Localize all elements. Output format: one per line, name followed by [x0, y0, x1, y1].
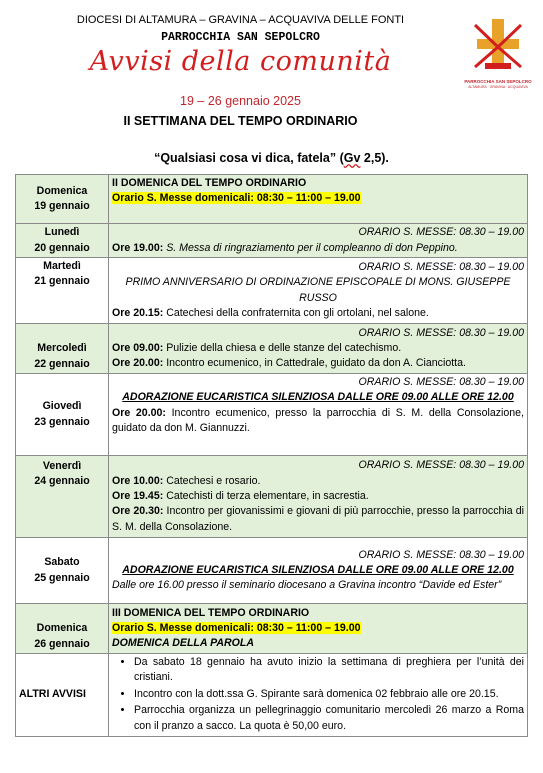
- day-events: [109, 374, 528, 456]
- event-text: Catechisti di terza elementare, in sacrestia.: [163, 489, 369, 502]
- day-cell: [16, 538, 109, 604]
- adoration-notice: ADORAZIONE EUCARISTICA SILENZIOSA DALLE ORE 09.00 ALLE ORE 12.00: [122, 563, 514, 576]
- other-notices-list: [109, 654, 528, 737]
- special-day: DOMENICA DELLA PAROLA: [112, 637, 255, 650]
- mass-schedule: ORARIO S. MESSE: 08.30 – 19.00: [358, 226, 524, 239]
- day-date: 24 gennaio: [34, 475, 90, 488]
- day-cell: [16, 258, 109, 324]
- mass-schedule: ORARIO S. MESSE: 08.30 – 19.00: [358, 376, 524, 389]
- anniversary-notice: PRIMO ANNIVERSARIO DI ORDINAZIONE EPISCOPALE DI MONS. GIUSEPPE RUSSO: [125, 276, 511, 304]
- day-date: 22 gennaio: [34, 357, 90, 370]
- day-date: 23 gennaio: [34, 415, 90, 428]
- day-events: [109, 538, 528, 604]
- event-text: Incontro per giovanissimi e giovani di più parrocchie, presso la parrocchia di S. M. della Consolazione.: [112, 505, 524, 533]
- event-time: Ore 20.15:: [112, 306, 164, 319]
- event-time: Ore 20.00:: [112, 357, 164, 370]
- day-cell: [16, 224, 109, 258]
- day-cell: [16, 374, 109, 456]
- week-dates: 19 – 26 gennaio 2025: [180, 94, 301, 108]
- mass-schedule: ORARIO S. MESSE: 08.30 – 19.00: [358, 459, 524, 472]
- event-time: Ore 09.00:: [112, 341, 164, 354]
- quote-reference: Gv: [343, 151, 361, 165]
- day-date: 20 gennaio: [34, 241, 90, 254]
- liturgical-heading: III DOMENICA DEL TEMPO ORDINARIO: [112, 606, 310, 619]
- row-mercoledi: [16, 324, 528, 374]
- mass-schedule: ORARIO S. MESSE: 08.30 – 19.00: [358, 326, 524, 339]
- row-venerdi: [16, 456, 528, 538]
- quote-end: 2,5).: [360, 151, 389, 165]
- row-martedi: [16, 258, 528, 324]
- sunday-mass-times: Orario S. Messe domenicali: 08:30 – 11:00 – 19.00: [112, 192, 361, 205]
- event-text: Incontro ecumenico, presso la parrocchia di S. M. della Consolazione, guidato da don M. Giannuzzi.: [112, 406, 524, 435]
- day-name: Giovedì: [42, 400, 82, 413]
- quote-text: “Qualsiasi cosa vi dica, fatela” (: [154, 151, 344, 165]
- day-events: [109, 224, 528, 258]
- row-domenica-19: [16, 175, 528, 224]
- notice-item: • Da sabato 18 gennaio ha avuto inizio la settimana di preghiera per l’unità dei cristiani.: [134, 655, 524, 686]
- day-date: 21 gennaio: [34, 275, 90, 288]
- day-date: 19 gennaio: [34, 200, 90, 213]
- row-lunedi: [16, 224, 528, 258]
- day-cell: [16, 456, 109, 538]
- mass-schedule: ORARIO S. MESSE: 08.30 – 19.00: [358, 548, 524, 561]
- day-cell: [16, 324, 109, 374]
- sunday-mass-times: Orario S. Messe domenicali: 08:30 – 11:00 – 19.00: [112, 621, 361, 634]
- schedule-table: [15, 174, 528, 737]
- row-giovedi: [16, 374, 528, 456]
- day-name: Lunedì: [44, 226, 80, 239]
- parish-name: PARROCCHIA SAN SEPOLCRO: [161, 31, 320, 44]
- row-sabato: [16, 538, 528, 604]
- day-name: Domenica: [36, 184, 88, 197]
- notice-item: • Parrocchia organizza un pellegrinaggio comunitario mercoledì 26 marzo a Roma con il pranzo a sacco. La quota è 50,00 euro.: [134, 703, 524, 734]
- event-text: Catechesi della confraternita con gli ortolani, nel salone.: [163, 306, 429, 319]
- other-notices-label: ALTRI AVVISI: [16, 654, 109, 737]
- parish-logo: [464, 17, 532, 93]
- event-text: Catechesi e rosario.: [163, 474, 261, 487]
- day-name: Sabato: [44, 556, 80, 569]
- event-time: Ore 19.00:: [112, 241, 164, 254]
- day-date: 25 gennaio: [34, 571, 90, 584]
- event-text: S. Messa di ringraziamento per il compleanno di don Peppino.: [163, 241, 458, 254]
- notice-item: • Incontro con la dott.ssa G. Spirante sarà domenica 02 febbraio alle ore 20.15.: [134, 687, 524, 702]
- event-time: Ore 19.45:: [112, 489, 164, 502]
- mass-schedule: ORARIO S. MESSE: 08.30 – 19.00: [358, 260, 524, 273]
- diocese-header: DIOCESI DI ALTAMURA – GRAVINA – ACQUAVIVA DELLE FONTI: [76, 14, 405, 26]
- event-time: Ore 20.30:: [112, 505, 164, 518]
- page-title: Avvisi della comunità: [89, 46, 392, 77]
- day-cell: [16, 175, 109, 224]
- week-title: II SETTIMANA DEL TEMPO ORDINARIO: [123, 114, 358, 128]
- event-time: Ore 20.00:: [112, 406, 166, 419]
- day-date: 26 gennaio: [34, 637, 90, 650]
- day-events: [109, 604, 528, 654]
- day-name: Venerdì: [42, 460, 82, 473]
- day-name: Mercoledì: [37, 342, 87, 355]
- day-name: Domenica: [36, 622, 88, 635]
- row-domenica-26: [16, 604, 528, 654]
- logo-subcaption: ALTAMURA · GRAVINA · ACQUAVIVA: [468, 85, 528, 89]
- event-text: Pulizie della chiesa e delle stanze del catechismo.: [163, 341, 402, 354]
- event-time: Ore 10.00:: [112, 474, 164, 487]
- day-cell: [16, 604, 109, 654]
- day-events: [109, 324, 528, 374]
- event-text: Incontro ecumenico, in Cattedrale, guidato da don A. Cianciotta.: [163, 357, 466, 370]
- gospel-quote: [0, 151, 543, 165]
- liturgical-heading: II DOMENICA DEL TEMPO ORDINARIO: [112, 177, 307, 189]
- day-name: Martedì: [43, 260, 81, 273]
- logo-caption: PARROCCHIA SAN SEPOLCRO: [464, 79, 532, 84]
- day-events: [109, 456, 528, 538]
- day-events: [109, 258, 528, 324]
- row-altri-avvisi: [16, 654, 528, 737]
- adoration-notice: ADORAZIONE EUCARISTICA SILENZIOSA DALLE ORE 09.00 ALLE ORE 12.00: [122, 391, 514, 404]
- event-text: Dalle ore 16.00 presso il seminario diocesano a Gravina incontro “Davide ed Ester”: [112, 579, 502, 592]
- day-events: [109, 175, 528, 224]
